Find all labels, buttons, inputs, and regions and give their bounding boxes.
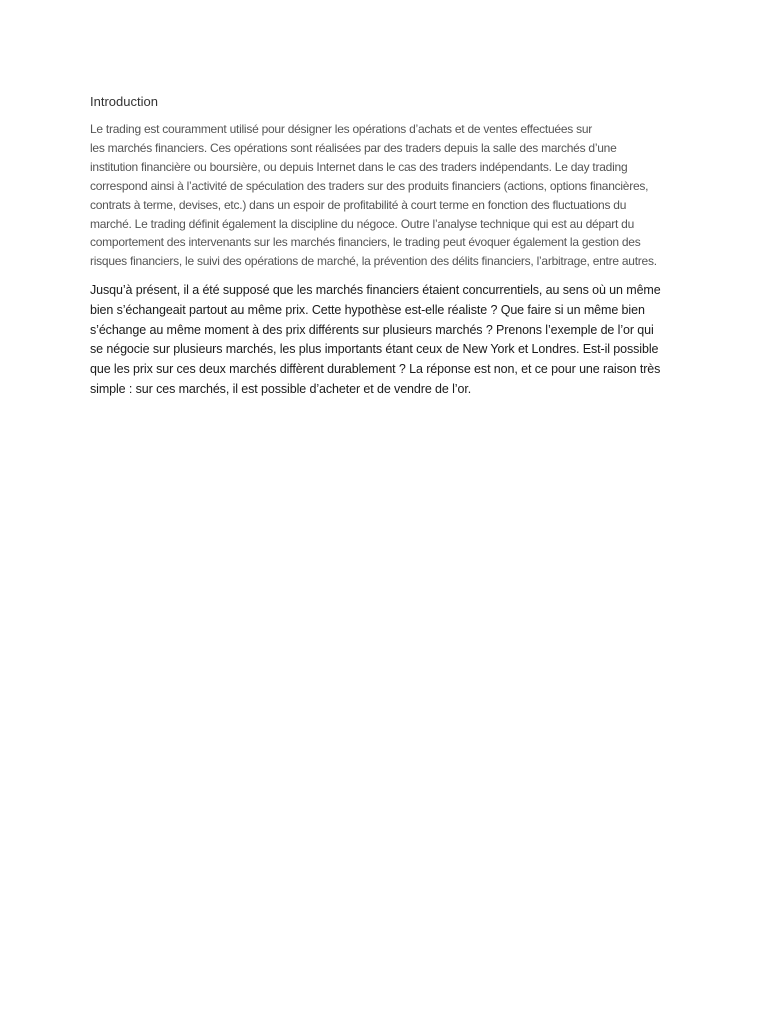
text-line: simple : sur ces marchés, il est possible d’acheter et de vendre de l’or. bbox=[90, 381, 472, 396]
text-line: comportement des intervenants sur les marchés financiers, le trading peut évoquer également la gestion des bbox=[90, 235, 641, 250]
section-heading: Introduction bbox=[90, 94, 158, 109]
text-line: les marchés financiers. Ces opérations sont réalisées par des traders depuis la salle des marchés d’une bbox=[90, 140, 617, 155]
paragraph-trading-definition bbox=[90, 120, 682, 271]
text-line: Jusqu’à présent, il a été supposé que les marchés financiers étaient concurrentiels, au sens où un même bbox=[90, 283, 661, 298]
text-line: se négocie sur plusieurs marchés, les plus importants étant ceux de New York et Londres. Est-il possible bbox=[90, 342, 659, 357]
text-line: contrats à terme, devises, etc.) dans un espoir de profitabilité à court terme en fonction des fluctuations du bbox=[90, 197, 627, 212]
text-line: Le trading est couramment utilisé pour désigner les opérations d’achats et de ventes effectuées sur bbox=[90, 122, 593, 136]
text-line: marché. Le trading définit également la discipline du négoce. Outre l’analyse technique qui est au départ du bbox=[90, 216, 635, 231]
document-body bbox=[90, 92, 682, 399]
text-line: que les prix sur ces deux marchés diffèrent durablement ? La réponse est non, et ce pour une raison très bbox=[90, 362, 661, 377]
paragraph-market-arbitrage bbox=[90, 281, 682, 399]
text-line: s’échange au même moment à des prix différents sur plusieurs marchés ? Prenons l’exemple de l’or qui bbox=[90, 322, 654, 337]
text-line: bien s’échangeait partout au même prix. Cette hypothèse est-elle réaliste ? Que faire si un même bien bbox=[90, 302, 645, 317]
text-line: correspond ainsi à l’activité de spéculation des traders sur des produits financiers (actions, options financières, bbox=[90, 178, 649, 193]
text-line: risques financiers, le suivi des opérations de marché, la prévention des délits financiers, l’arbitrage, entre autres. bbox=[90, 254, 657, 269]
text-line: institution financière ou boursière, ou depuis Internet dans le cas des traders indépendants. Le day trading bbox=[90, 159, 628, 174]
